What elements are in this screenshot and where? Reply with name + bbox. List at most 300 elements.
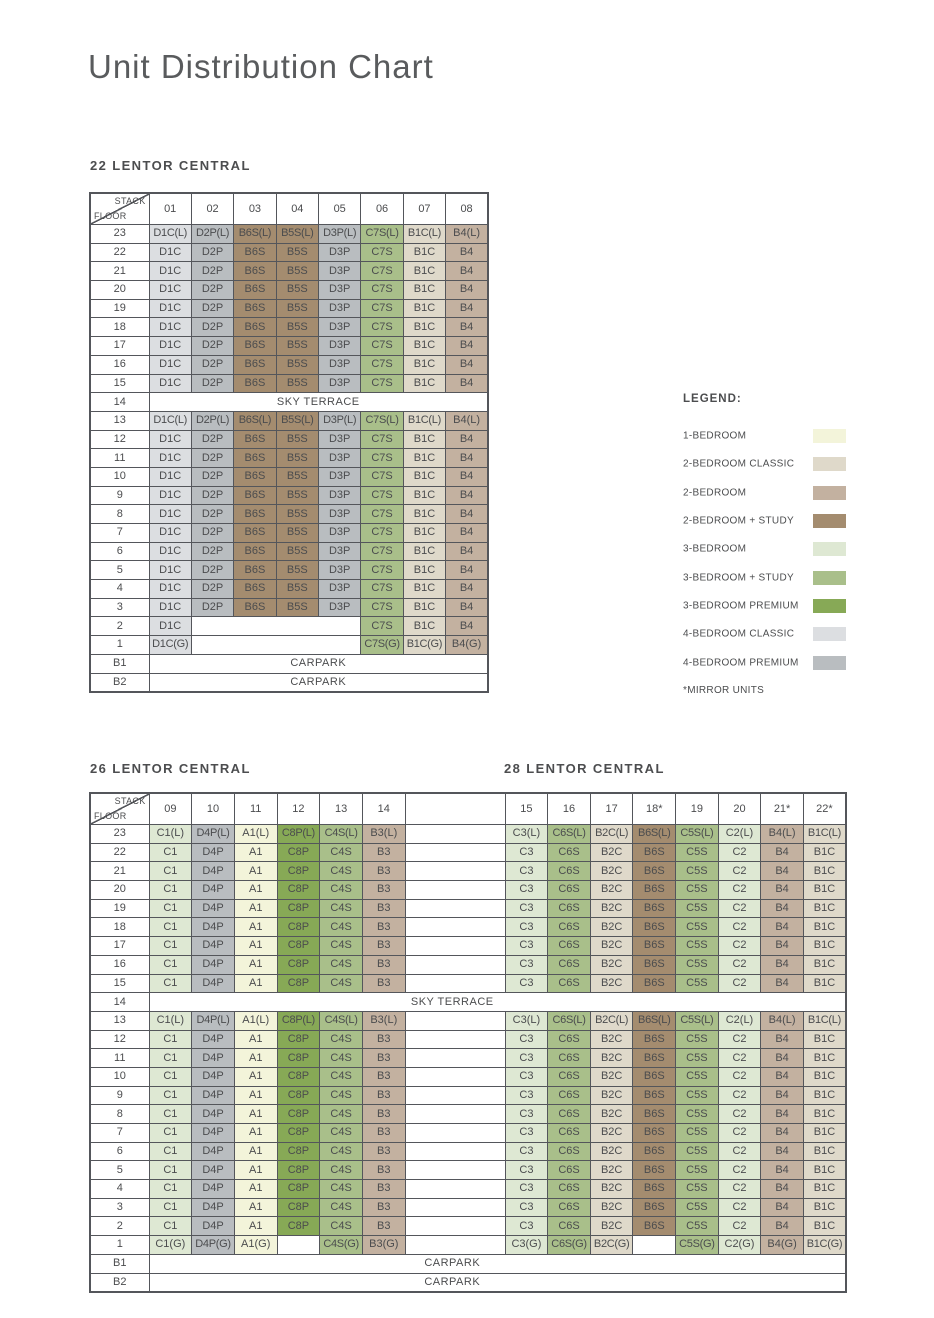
gap-cell xyxy=(405,881,505,900)
unit-cell: C7S(L) xyxy=(361,411,403,430)
unit-cell: D1C xyxy=(149,467,191,486)
unit-cell: B4 xyxy=(446,449,488,468)
unit-cell: C4S xyxy=(320,937,363,956)
unit-cell: C5S(G) xyxy=(676,1236,719,1255)
floor-cell: 2 xyxy=(90,1217,149,1236)
unit-cell: C5S xyxy=(676,1142,719,1161)
unit-cell: B3 xyxy=(362,1086,405,1105)
table-row xyxy=(90,1236,846,1255)
floor-cell: 17 xyxy=(90,337,149,356)
unit-cell: D2P xyxy=(191,243,233,262)
unit-cell: B6S xyxy=(633,1030,676,1049)
unit-cell: B2C(L) xyxy=(590,1011,633,1030)
unit-cell: C2 xyxy=(718,1086,761,1105)
unit-cell: C6S xyxy=(548,918,591,937)
floor-cell: 11 xyxy=(90,1049,149,1068)
unit-cell: A1 xyxy=(234,974,277,993)
unit-cell: C3 xyxy=(505,1142,548,1161)
unit-cell: A1 xyxy=(234,918,277,937)
unit-cell: B4 xyxy=(446,505,488,524)
unit-cell: D4P xyxy=(192,899,235,918)
unit-cell: B6S xyxy=(234,355,276,374)
floor-cell: 15 xyxy=(90,374,149,393)
unit-cell: D2P xyxy=(191,299,233,318)
unit-cell: B3 xyxy=(362,1067,405,1086)
unit-cell: B5S xyxy=(276,524,318,543)
unit-cell: B1C xyxy=(403,449,445,468)
unit-cell: B6S xyxy=(633,955,676,974)
unit-cell: D1C xyxy=(149,337,191,356)
floor-cell: 23 xyxy=(90,225,149,244)
unit-cell: C2 xyxy=(718,1030,761,1049)
unit-cell: D3P xyxy=(319,542,361,561)
unit-cell: B2C xyxy=(590,1217,633,1236)
table-row xyxy=(90,524,488,543)
unit-cell: A1 xyxy=(234,1124,277,1143)
unit-cell: C8P(L) xyxy=(277,825,320,844)
unit-cell: B1C xyxy=(403,561,445,580)
carpark-cell: CARPARK xyxy=(149,1254,846,1273)
legend xyxy=(683,393,846,696)
unit-cell: C4S xyxy=(320,1124,363,1143)
unit-cell: C8P xyxy=(277,881,320,900)
unit-cell: B1C xyxy=(803,937,846,956)
floor-cell: B1 xyxy=(90,654,149,673)
unit-cell: C8P xyxy=(277,1142,320,1161)
table-row xyxy=(90,262,488,281)
gap-cell xyxy=(405,1105,505,1124)
floor-cell: 5 xyxy=(90,561,149,580)
unit-cell: C5S xyxy=(676,843,719,862)
unit-cell: C8P xyxy=(277,955,320,974)
table-row xyxy=(90,937,846,956)
unit-cell: D4P xyxy=(192,937,235,956)
floor-cell: 20 xyxy=(90,881,149,900)
unit-cell: C3 xyxy=(505,1180,548,1199)
unit-cell: B2C xyxy=(590,974,633,993)
unit-cell: B6S xyxy=(633,881,676,900)
table-row xyxy=(90,337,488,356)
unit-cell: B6S xyxy=(234,580,276,599)
stack-header-cell: 10 xyxy=(192,793,235,825)
floor-cell: 15 xyxy=(90,974,149,993)
unit-cell: C2(G) xyxy=(718,1236,761,1255)
unit-cell: C5S xyxy=(676,1067,719,1086)
unit-cell: D2P xyxy=(191,374,233,393)
unit-cell: C4S xyxy=(320,1049,363,1068)
unit-cell: B1C xyxy=(403,299,445,318)
unit-cell: B6S xyxy=(234,561,276,580)
unit-cell: D2P xyxy=(191,262,233,281)
unit-cell: D2P xyxy=(191,449,233,468)
unit-cell: B1C xyxy=(803,1030,846,1049)
unit-cell: D1C xyxy=(149,598,191,617)
floor-cell: 10 xyxy=(90,1067,149,1086)
unit-cell: C2 xyxy=(718,862,761,881)
unit-cell: C5S(L) xyxy=(676,1011,719,1030)
unit-cell: B5S xyxy=(276,281,318,300)
unit-cell: D2P xyxy=(191,318,233,337)
blank-cell xyxy=(191,617,361,636)
table-row xyxy=(90,598,488,617)
table-row xyxy=(90,1105,846,1124)
unit-cell: B1C xyxy=(403,374,445,393)
unit-cell: C8P xyxy=(277,974,320,993)
unit-cell: B2C xyxy=(590,899,633,918)
stack-header-cell: 09 xyxy=(149,793,192,825)
unit-cell: C7S xyxy=(361,299,403,318)
gap-cell xyxy=(405,1142,505,1161)
unit-cell: B2C xyxy=(590,1161,633,1180)
unit-cell: C1 xyxy=(149,918,192,937)
unit-cell: D2P(L) xyxy=(191,411,233,430)
unit-cell: C3 xyxy=(505,955,548,974)
floor-cell: 14 xyxy=(90,393,149,412)
unit-cell: D1C xyxy=(149,281,191,300)
unit-cell: C5S xyxy=(676,881,719,900)
unit-cell: C6S xyxy=(548,1086,591,1105)
stack-header-cell: 17 xyxy=(590,793,633,825)
unit-cell: B6S xyxy=(234,299,276,318)
unit-cell: B4 xyxy=(446,524,488,543)
unit-cell: C3 xyxy=(505,1067,548,1086)
unit-cell: D3P xyxy=(319,430,361,449)
gap-cell xyxy=(405,1086,505,1105)
unit-cell: B2C xyxy=(590,918,633,937)
sky-terrace-cell: SKY TERRACE xyxy=(149,393,488,412)
unit-cell: C8P xyxy=(277,1161,320,1180)
legend-item xyxy=(683,620,846,648)
unit-cell: D3P xyxy=(319,486,361,505)
unit-cell: C2 xyxy=(718,974,761,993)
table-row xyxy=(90,505,488,524)
unit-cell: C5S xyxy=(676,1049,719,1068)
unit-cell: B6S xyxy=(633,1105,676,1124)
unit-cell: D3P xyxy=(319,524,361,543)
table-row xyxy=(90,225,488,244)
unit-cell: C7S xyxy=(361,617,403,636)
table-row xyxy=(90,673,488,692)
floor-cell: 23 xyxy=(90,825,149,844)
unit-cell: C5S xyxy=(676,899,719,918)
unit-cell: A1 xyxy=(234,1030,277,1049)
unit-cell: D3P xyxy=(319,561,361,580)
stack-axis-label: STACK xyxy=(114,196,146,206)
table-row xyxy=(90,449,488,468)
unit-cell: D4P xyxy=(192,1105,235,1124)
unit-cell: D3P xyxy=(319,580,361,599)
unit-table-22-lentor xyxy=(89,192,489,693)
unit-cell: B4 xyxy=(446,299,488,318)
unit-cell: C2 xyxy=(718,1067,761,1086)
unit-cell: D3P xyxy=(319,262,361,281)
unit-cell: C3(G) xyxy=(505,1236,548,1255)
legend-item xyxy=(683,450,846,478)
unit-cell: C3 xyxy=(505,918,548,937)
unit-cell: B4 xyxy=(446,561,488,580)
stack-header-cell: 13 xyxy=(320,793,363,825)
unit-cell: B2C xyxy=(590,1067,633,1086)
stack-header-cell: 15 xyxy=(505,793,548,825)
unit-cell: B3 xyxy=(362,955,405,974)
unit-cell: B2C xyxy=(590,1124,633,1143)
unit-cell: B1C xyxy=(803,1067,846,1086)
unit-cell: B4 xyxy=(761,918,804,937)
unit-cell: D3P xyxy=(319,318,361,337)
unit-cell: B6S xyxy=(234,281,276,300)
unit-cell: D4P xyxy=(192,843,235,862)
unit-cell: B4 xyxy=(761,937,804,956)
unit-cell: B6S xyxy=(633,1142,676,1161)
unit-cell: C3 xyxy=(505,937,548,956)
unit-cell: B2C xyxy=(590,937,633,956)
unit-cell: B6S xyxy=(234,542,276,561)
unit-cell: B5S(L) xyxy=(276,411,318,430)
unit-cell: B3 xyxy=(362,1049,405,1068)
blank-cell xyxy=(277,1236,320,1255)
unit-cell: B6S xyxy=(234,505,276,524)
unit-cell: C8P xyxy=(277,862,320,881)
unit-cell: D3P(L) xyxy=(319,411,361,430)
unit-cell: C5S(L) xyxy=(676,825,719,844)
unit-cell: C4S xyxy=(320,1086,363,1105)
unit-cell: B5S xyxy=(276,467,318,486)
floor-cell: 12 xyxy=(90,1030,149,1049)
unit-cell: D3P xyxy=(319,281,361,300)
unit-cell: B2C xyxy=(590,1180,633,1199)
unit-cell: B2C xyxy=(590,1142,633,1161)
unit-cell: C4S xyxy=(320,918,363,937)
gap-cell xyxy=(405,1030,505,1049)
unit-cell: D4P xyxy=(192,955,235,974)
unit-cell: C2 xyxy=(718,1049,761,1068)
unit-cell: B1C xyxy=(403,580,445,599)
unit-cell: B1C xyxy=(803,974,846,993)
unit-cell: C5S xyxy=(676,918,719,937)
unit-cell: D3P xyxy=(319,337,361,356)
unit-cell: B1C xyxy=(803,899,846,918)
unit-cell: B6S xyxy=(633,1086,676,1105)
unit-cell: A1 xyxy=(234,1086,277,1105)
unit-cell: B2C xyxy=(590,843,633,862)
unit-cell: D1C xyxy=(149,580,191,599)
unit-cell: C5S xyxy=(676,1105,719,1124)
unit-cell: C8P xyxy=(277,1086,320,1105)
unit-cell: D2P xyxy=(191,337,233,356)
unit-cell: B3 xyxy=(362,974,405,993)
stack-header-cell: 20 xyxy=(718,793,761,825)
unit-cell: C4S xyxy=(320,1217,363,1236)
unit-cell: D2P xyxy=(191,561,233,580)
unit-cell: D4P(G) xyxy=(192,1236,235,1255)
unit-cell: B6S xyxy=(633,974,676,993)
unit-cell: C6S xyxy=(548,1180,591,1199)
unit-cell: C3 xyxy=(505,881,548,900)
legend-item-label: 1-BEDROOM xyxy=(683,430,747,442)
unit-cell: C7S xyxy=(361,262,403,281)
unit-cell: D2P xyxy=(191,281,233,300)
blank-cell xyxy=(191,636,361,655)
unit-cell: B1C xyxy=(803,1086,846,1105)
floor-cell: 7 xyxy=(90,1124,149,1143)
floor-cell: 12 xyxy=(90,430,149,449)
floor-cell: 21 xyxy=(90,262,149,281)
table-row xyxy=(90,1030,846,1049)
unit-cell: A1 xyxy=(234,1180,277,1199)
gap-cell xyxy=(405,937,505,956)
table-row xyxy=(90,1011,846,1030)
unit-cell: D3P xyxy=(319,243,361,262)
unit-cell: B4 xyxy=(446,374,488,393)
table-row xyxy=(90,467,488,486)
legend-item-label: 2-BEDROOM CLASSIC xyxy=(683,458,795,470)
unit-cell: B1C xyxy=(803,1124,846,1143)
unit-cell: B1C xyxy=(803,1198,846,1217)
stack-header-cell: 14 xyxy=(362,793,405,825)
unit-cell: B6S xyxy=(633,918,676,937)
legend-item xyxy=(683,648,846,676)
table-row xyxy=(90,1254,846,1273)
legend-items xyxy=(683,422,846,677)
unit-cell: B3 xyxy=(362,1198,405,1217)
floor-cell: 3 xyxy=(90,598,149,617)
unit-cell: D1C xyxy=(149,505,191,524)
header-row xyxy=(90,793,846,825)
unit-cell: C1 xyxy=(149,1217,192,1236)
unit-cell: B5S xyxy=(276,430,318,449)
unit-cell: B3 xyxy=(362,1124,405,1143)
unit-cell: C6S(G) xyxy=(548,1236,591,1255)
unit-cell: B3 xyxy=(362,881,405,900)
unit-cell: B6S xyxy=(234,467,276,486)
floor-cell: 8 xyxy=(90,505,149,524)
table-row xyxy=(90,974,846,993)
unit-cell: C3 xyxy=(505,1086,548,1105)
unit-cell: C5S xyxy=(676,1180,719,1199)
unit-cell: B6S xyxy=(234,430,276,449)
unit-cell: D2P xyxy=(191,542,233,561)
unit-cell: A1 xyxy=(234,862,277,881)
floor-cell: 14 xyxy=(90,993,149,1012)
unit-cell: C2 xyxy=(718,918,761,937)
unit-cell: C2 xyxy=(718,1161,761,1180)
gap-cell xyxy=(405,1236,505,1255)
unit-cell: B3(L) xyxy=(362,825,405,844)
legend-color-swatch xyxy=(813,457,846,471)
unit-cell: B1C xyxy=(403,486,445,505)
unit-cell: C3(L) xyxy=(505,1011,548,1030)
unit-cell: C4S xyxy=(320,955,363,974)
table-row xyxy=(90,617,488,636)
unit-cell: B4 xyxy=(761,1217,804,1236)
unit-cell: C1 xyxy=(149,1142,192,1161)
unit-cell: D4P xyxy=(192,881,235,900)
unit-cell: C8P xyxy=(277,843,320,862)
unit-cell: B1C xyxy=(803,955,846,974)
unit-cell: B1C xyxy=(403,355,445,374)
legend-item xyxy=(683,592,846,620)
legend-item-label: 4-BEDROOM PREMIUM xyxy=(683,657,799,669)
floor-cell: 6 xyxy=(90,1142,149,1161)
floor-cell: 13 xyxy=(90,1011,149,1030)
unit-cell: B1C xyxy=(803,1049,846,1068)
blank-cell xyxy=(633,1236,676,1255)
unit-cell: C7S xyxy=(361,561,403,580)
floor-cell: B2 xyxy=(90,1273,149,1292)
unit-cell: C1 xyxy=(149,862,192,881)
unit-cell: B4 xyxy=(446,355,488,374)
unit-cell: C1 xyxy=(149,1067,192,1086)
unit-cell: B4 xyxy=(761,899,804,918)
unit-cell: B4(L) xyxy=(446,411,488,430)
unit-cell: B1C xyxy=(403,262,445,281)
gap-cell xyxy=(405,825,505,844)
unit-cell: B3 xyxy=(362,1142,405,1161)
unit-cell: C1 xyxy=(149,937,192,956)
unit-cell: C7S(G) xyxy=(361,636,403,655)
unit-cell: B1C xyxy=(403,467,445,486)
unit-cell: C4S xyxy=(320,899,363,918)
legend-color-swatch xyxy=(813,486,846,500)
legend-item xyxy=(683,507,846,535)
unit-cell: C1 xyxy=(149,1198,192,1217)
unit-cell: D4P xyxy=(192,1161,235,1180)
unit-cell: C8P xyxy=(277,1030,320,1049)
unit-cell: C8P xyxy=(277,899,320,918)
unit-cell: C2 xyxy=(718,1142,761,1161)
unit-cell: B4 xyxy=(761,1049,804,1068)
unit-cell: B1C xyxy=(803,1142,846,1161)
unit-cell: B4 xyxy=(761,843,804,862)
unit-cell: B4(L) xyxy=(446,225,488,244)
unit-cell: A1 xyxy=(234,1161,277,1180)
unit-cell: C5S xyxy=(676,974,719,993)
unit-cell: B4 xyxy=(761,1030,804,1049)
floor-cell: 1 xyxy=(90,1236,149,1255)
unit-cell: D4P(L) xyxy=(192,1011,235,1030)
table-row xyxy=(90,1049,846,1068)
unit-cell: B1C(L) xyxy=(403,411,445,430)
table-row xyxy=(90,881,846,900)
gap-cell xyxy=(405,843,505,862)
unit-cell: C2 xyxy=(718,1105,761,1124)
unit-cell: D2P xyxy=(191,505,233,524)
unit-cell: B2C xyxy=(590,862,633,881)
table-row xyxy=(90,580,488,599)
unit-cell: B4 xyxy=(446,598,488,617)
floor-cell: 8 xyxy=(90,1105,149,1124)
unit-cell: B3(G) xyxy=(362,1236,405,1255)
table-row xyxy=(90,1067,846,1086)
unit-cell: C4S(L) xyxy=(320,1011,363,1030)
unit-cell: B6S(L) xyxy=(234,411,276,430)
unit-cell: B1C xyxy=(403,337,445,356)
unit-cell: D1C(L) xyxy=(149,411,191,430)
stack-header-cell: 19 xyxy=(676,793,719,825)
unit-cell: C7S xyxy=(361,580,403,599)
unit-cell: C3(L) xyxy=(505,825,548,844)
unit-cell: C7S xyxy=(361,281,403,300)
table-row xyxy=(90,1086,846,1105)
unit-cell: C6S xyxy=(548,843,591,862)
unit-cell: C1 xyxy=(149,974,192,993)
unit-cell: B1C xyxy=(403,430,445,449)
corner-cell xyxy=(90,193,149,225)
unit-cell: C7S xyxy=(361,243,403,262)
gap-cell xyxy=(405,899,505,918)
stack-header-cell: 12 xyxy=(277,793,320,825)
floor-cell: 18 xyxy=(90,318,149,337)
